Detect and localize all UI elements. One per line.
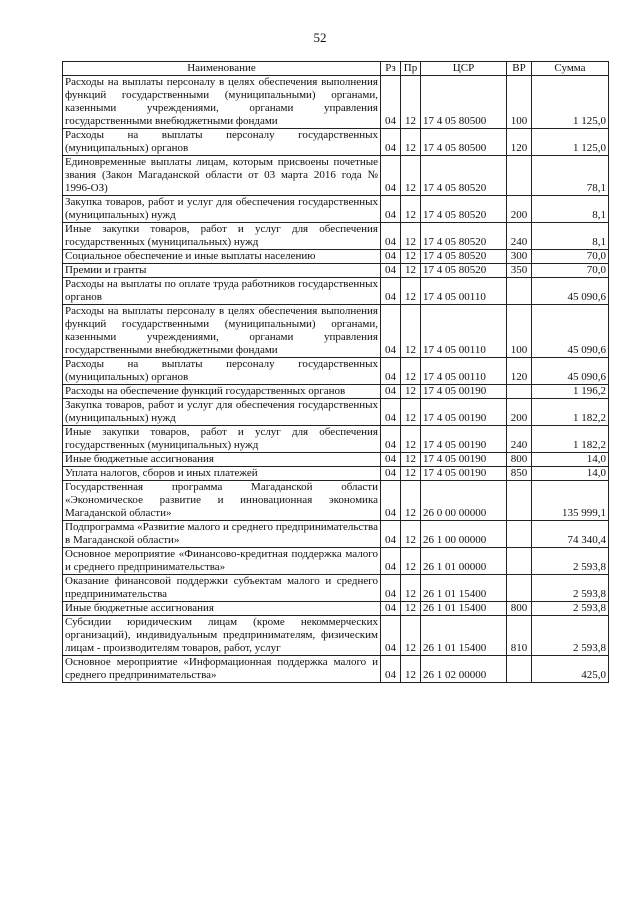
cell-vr: 800 [507, 602, 532, 616]
cell-pr: 12 [401, 399, 421, 426]
cell-rz: 04 [381, 481, 401, 521]
table-row [63, 521, 609, 548]
cell-pr: 12 [401, 385, 421, 399]
cell-csr: 17 4 05 80520 [421, 264, 507, 278]
table-row [63, 264, 609, 278]
cell-name: Расходы на выплаты персоналу государственных (муниципальных) органов [63, 358, 381, 385]
table-row [63, 616, 609, 656]
cell-vr [507, 481, 532, 521]
cell-name: Расходы на выплаты персоналу государственных (муниципальных) органов [63, 129, 381, 156]
cell-sum: 2 593,8 [532, 575, 609, 602]
cell-sum: 14,0 [532, 467, 609, 481]
cell-pr: 12 [401, 656, 421, 683]
cell-vr [507, 548, 532, 575]
cell-vr [507, 156, 532, 196]
cell-vr: 300 [507, 250, 532, 264]
cell-csr: 17 4 05 80500 [421, 76, 507, 129]
cell-sum: 135 999,1 [532, 481, 609, 521]
table-row [63, 385, 609, 399]
cell-rz: 04 [381, 385, 401, 399]
header-row [63, 62, 609, 76]
table-row [63, 656, 609, 683]
cell-rz: 04 [381, 548, 401, 575]
cell-name: Расходы на выплаты персоналу в целях обеспечения выполнения функций государственными (муниципальными) органами, казенными учреждениями, органами управления государственными внебюджетными фондами [63, 76, 381, 129]
cell-name: Социальное обеспечение и иные выплаты населению [63, 250, 381, 264]
budget-table [62, 61, 609, 683]
table-header [63, 62, 609, 76]
table-row [63, 129, 609, 156]
table-row [63, 399, 609, 426]
table-row [63, 223, 609, 250]
cell-csr: 17 4 05 00110 [421, 358, 507, 385]
cell-rz: 04 [381, 156, 401, 196]
cell-sum: 425,0 [532, 656, 609, 683]
cell-sum: 8,1 [532, 223, 609, 250]
cell-sum: 14,0 [532, 453, 609, 467]
table-row [63, 156, 609, 196]
cell-vr [507, 385, 532, 399]
cell-vr: 810 [507, 616, 532, 656]
cell-rz: 04 [381, 305, 401, 358]
cell-pr: 12 [401, 467, 421, 481]
cell-sum: 2 593,8 [532, 602, 609, 616]
cell-rz: 04 [381, 129, 401, 156]
cell-vr [507, 575, 532, 602]
table-row [63, 453, 609, 467]
cell-name: Единовременные выплаты лицам, которым присвоены почетные звания (Закон Магаданской области от 03 марта 2016 года № 1996-ОЗ) [63, 156, 381, 196]
cell-vr: 350 [507, 264, 532, 278]
header-pr: Пр [401, 62, 421, 76]
cell-rz: 04 [381, 521, 401, 548]
cell-pr: 12 [401, 616, 421, 656]
cell-csr: 17 4 05 80520 [421, 156, 507, 196]
cell-sum: 2 593,8 [532, 548, 609, 575]
cell-csr: 17 4 05 00110 [421, 305, 507, 358]
cell-vr: 120 [507, 129, 532, 156]
cell-name: Основное мероприятие «Финансово-кредитная поддержка малого и среднего предпринимательства» [63, 548, 381, 575]
header-sum: Сумма [532, 62, 609, 76]
cell-rz: 04 [381, 602, 401, 616]
table-row [63, 305, 609, 358]
cell-csr: 26 0 00 00000 [421, 481, 507, 521]
cell-pr: 12 [401, 575, 421, 602]
cell-name: Уплата налогов, сборов и иных платежей [63, 467, 381, 481]
cell-rz: 04 [381, 656, 401, 683]
header-vr: ВР [507, 62, 532, 76]
cell-csr: 17 4 05 80520 [421, 223, 507, 250]
cell-name: Закупка товаров, работ и услуг для обеспечения государственных (муниципальных) нужд [63, 196, 381, 223]
cell-name: Субсидии юридическим лицам (кроме некоммерческих организаций), индивидуальным предпринимателям, физическим лицам - производителям товаров, работ, услуг [63, 616, 381, 656]
cell-vr [507, 278, 532, 305]
cell-vr: 800 [507, 453, 532, 467]
cell-rz: 04 [381, 76, 401, 129]
cell-csr: 17 4 05 80500 [421, 129, 507, 156]
cell-name: Расходы на обеспечение функций государственных органов [63, 385, 381, 399]
cell-sum: 1 125,0 [532, 129, 609, 156]
cell-pr: 12 [401, 223, 421, 250]
cell-csr: 26 1 02 00000 [421, 656, 507, 683]
cell-name: Расходы на выплаты по оплате труда работников государственных органов [63, 278, 381, 305]
cell-csr: 26 1 01 15400 [421, 616, 507, 656]
header-rz: Рз [381, 62, 401, 76]
cell-name: Премии и гранты [63, 264, 381, 278]
cell-sum: 1 182,2 [532, 399, 609, 426]
cell-pr: 12 [401, 264, 421, 278]
table-row [63, 602, 609, 616]
cell-csr: 17 4 05 00190 [421, 453, 507, 467]
cell-sum: 1 196,2 [532, 385, 609, 399]
header-csr: ЦСР [421, 62, 507, 76]
cell-sum: 70,0 [532, 250, 609, 264]
cell-sum: 74 340,4 [532, 521, 609, 548]
cell-name: Иные закупки товаров, работ и услуг для обеспечения государственных (муниципальных) нужд [63, 426, 381, 453]
cell-rz: 04 [381, 278, 401, 305]
cell-csr: 17 4 05 00190 [421, 385, 507, 399]
cell-vr: 240 [507, 426, 532, 453]
cell-pr: 12 [401, 481, 421, 521]
table-body [63, 76, 609, 683]
cell-pr: 12 [401, 156, 421, 196]
cell-pr: 12 [401, 453, 421, 467]
cell-name: Расходы на выплаты персоналу в целях обеспечения выполнения функций государственными (муниципальными) органами, казенными учреждениями, органами управления государственными внебюджетными фондами [63, 305, 381, 358]
cell-csr: 17 4 05 80520 [421, 250, 507, 264]
cell-pr: 12 [401, 76, 421, 129]
cell-name: Подпрограмма «Развитие малого и среднего предпринимательства в Магаданской области» [63, 521, 381, 548]
table-row [63, 250, 609, 264]
cell-csr: 17 4 05 00190 [421, 426, 507, 453]
cell-name: Иные бюджетные ассигнования [63, 453, 381, 467]
cell-rz: 04 [381, 453, 401, 467]
cell-pr: 12 [401, 129, 421, 156]
table-row [63, 548, 609, 575]
page-number: 52 [313, 30, 327, 45]
cell-rz: 04 [381, 399, 401, 426]
cell-csr: 26 1 01 00000 [421, 548, 507, 575]
cell-pr: 12 [401, 521, 421, 548]
cell-vr: 100 [507, 305, 532, 358]
cell-pr: 12 [401, 426, 421, 453]
cell-pr: 12 [401, 278, 421, 305]
cell-csr: 26 1 01 15400 [421, 602, 507, 616]
cell-sum: 45 090,6 [532, 358, 609, 385]
cell-rz: 04 [381, 358, 401, 385]
cell-rz: 04 [381, 264, 401, 278]
cell-csr: 26 1 00 00000 [421, 521, 507, 548]
cell-sum: 45 090,6 [532, 305, 609, 358]
cell-rz: 04 [381, 575, 401, 602]
table-row [63, 426, 609, 453]
cell-rz: 04 [381, 426, 401, 453]
table-row [63, 358, 609, 385]
cell-rz: 04 [381, 223, 401, 250]
cell-sum: 70,0 [532, 264, 609, 278]
cell-name: Закупка товаров, работ и услуг для обеспечения государственных (муниципальных) нужд [63, 399, 381, 426]
table-row [63, 278, 609, 305]
cell-vr: 200 [507, 399, 532, 426]
cell-sum: 1 125,0 [532, 76, 609, 129]
cell-pr: 12 [401, 602, 421, 616]
cell-rz: 04 [381, 250, 401, 264]
cell-csr: 17 4 05 80520 [421, 196, 507, 223]
cell-vr [507, 521, 532, 548]
cell-pr: 12 [401, 305, 421, 358]
cell-vr: 200 [507, 196, 532, 223]
cell-name: Иные бюджетные ассигнования [63, 602, 381, 616]
cell-vr: 850 [507, 467, 532, 481]
cell-pr: 12 [401, 548, 421, 575]
cell-name: Оказание финансовой поддержки субъектам малого и среднего предпринимательства [63, 575, 381, 602]
header-name: Наименование [63, 62, 381, 76]
cell-rz: 04 [381, 616, 401, 656]
cell-name: Основное мероприятие «Информационная поддержка малого и среднего предпринимательства» [63, 656, 381, 683]
cell-vr: 100 [507, 76, 532, 129]
table-row [63, 481, 609, 521]
cell-vr [507, 656, 532, 683]
table-row [63, 575, 609, 602]
cell-sum: 1 182,2 [532, 426, 609, 453]
cell-csr: 17 4 05 00190 [421, 467, 507, 481]
cell-vr: 120 [507, 358, 532, 385]
table-row [63, 76, 609, 129]
cell-name: Государственная программа Магаданской области «Экономическое развитие и инновационная экономика Магаданской области» [63, 481, 381, 521]
cell-csr: 17 4 05 00190 [421, 399, 507, 426]
cell-name: Иные закупки товаров, работ и услуг для обеспечения государственных (муниципальных) нужд [63, 223, 381, 250]
cell-pr: 12 [401, 250, 421, 264]
cell-pr: 12 [401, 196, 421, 223]
table-row [63, 196, 609, 223]
table-row [63, 467, 609, 481]
cell-rz: 04 [381, 196, 401, 223]
cell-pr: 12 [401, 358, 421, 385]
cell-sum: 8,1 [532, 196, 609, 223]
cell-sum: 2 593,8 [532, 616, 609, 656]
cell-csr: 26 1 01 15400 [421, 575, 507, 602]
cell-csr: 17 4 05 00110 [421, 278, 507, 305]
cell-vr: 240 [507, 223, 532, 250]
cell-sum: 78,1 [532, 156, 609, 196]
cell-sum: 45 090,6 [532, 278, 609, 305]
cell-rz: 04 [381, 467, 401, 481]
